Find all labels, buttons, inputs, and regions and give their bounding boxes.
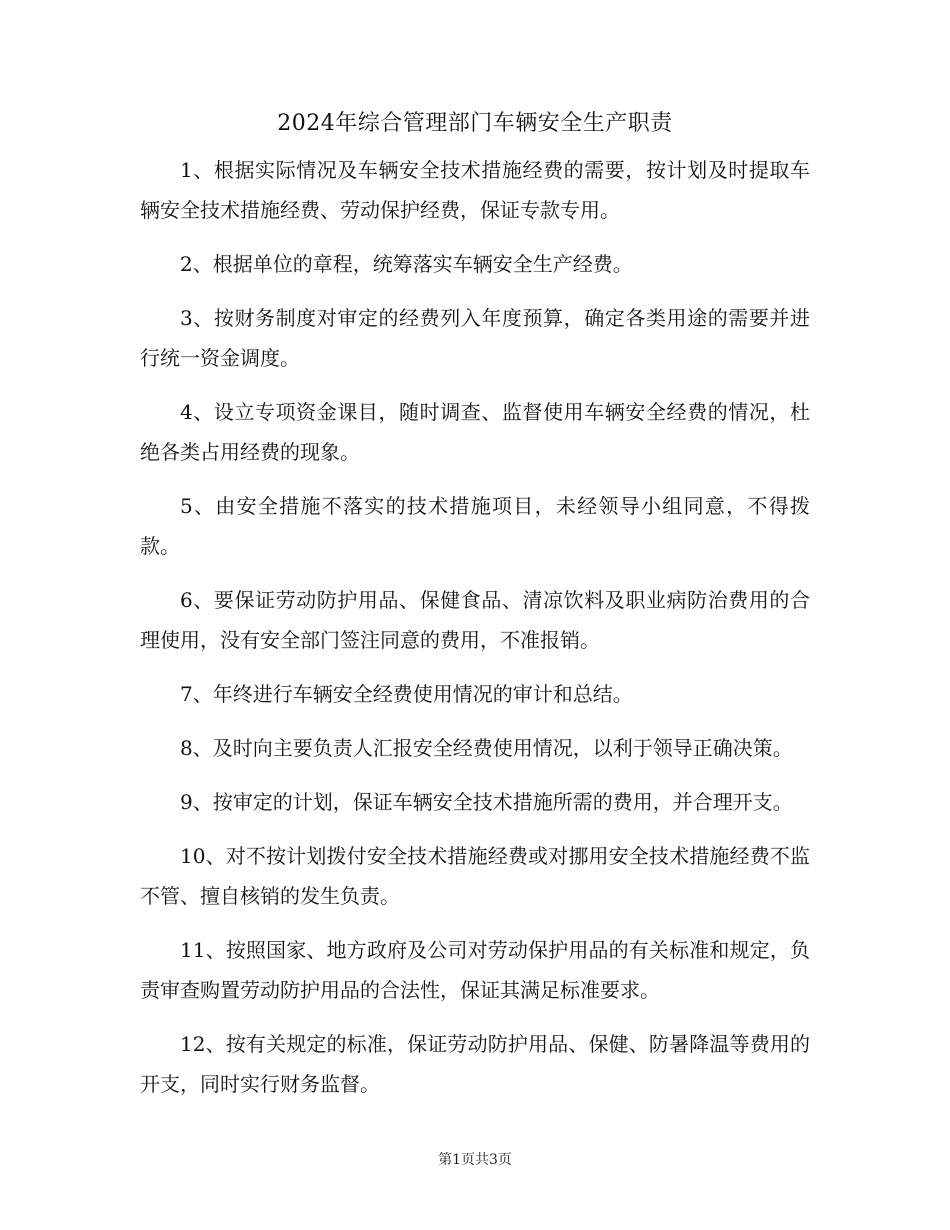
document-title: 2024年综合管理部门车辆安全生产职责 [277,111,673,136]
paragraph-9: 9、按审定的计划，保证车辆安全技术措施所需的费用，并合理开支。 [180,790,793,814]
paragraph-1: 1、根据实际情况及车辆安全技术措施经费的需要，按计划及时提取车辆安全技术措施经费、劳动保护经费，保证专款专用。 [140,158,810,222]
page-number-footer: 第1页共3页 [438,1152,512,1168]
paragraph-7: 7、年终进行车辆安全经费使用情况的审计和总结。 [180,682,633,706]
paragraph-2: 2、根据单位的章程，统筹落实车辆安全生产经费。 [180,252,633,276]
document-body [140,150,810,1118]
paragraph-4: 4、设立专项资金课目，随时调查、监督使用车辆安全经费的情况，杜绝各类占用经费的现象。 [140,400,810,464]
paragraph-11: 11、按照国家、地方政府及公司对劳动保护用品的有关标准和规定，负责审查购置劳动防护用品的合法性，保证其满足标准要求。 [140,938,810,1002]
paragraph-6: 6、要保证劳动防护用品、保健食品、清凉饮料及职业病防治费用的合理使用，没有安全部门签注同意的费用，不准报销。 [140,588,810,652]
paragraph-10: 10、对不按计划拨付安全技术措施经费或对挪用安全技术措施经费不监不管、擅自核销的发生负责。 [140,844,810,908]
paragraph-12: 12、按有关规定的标准，保证劳动防护用品、保健、防暑降温等费用的开支，同时实行财务监督。 [140,1032,810,1096]
paragraph-5: 5、由安全措施不落实的技术措施项目，未经领导小组同意，不得拨款。 [140,494,810,558]
paragraph-3: 3、按财务制度对审定的经费列入年度预算，确定各类用途的需要并进行统一资金调度。 [140,306,810,370]
paragraph-8: 8、及时向主要负责人汇报安全经费使用情况，以利于领导正确决策。 [180,736,793,760]
